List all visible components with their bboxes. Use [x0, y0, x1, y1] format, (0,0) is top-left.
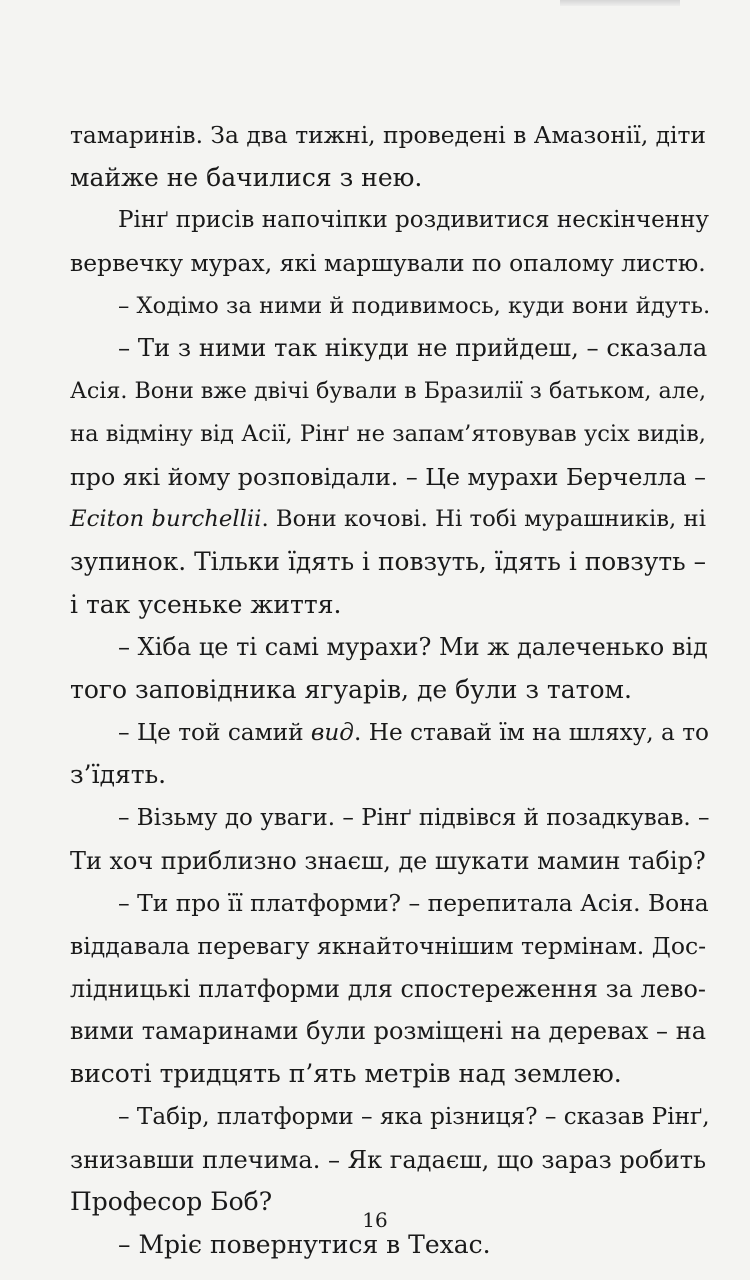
text-segment: висоті тридцять п’ять метрів над землею.	[70, 1059, 622, 1089]
page-number: 16	[362, 1208, 388, 1232]
text-segment: зупинок. Тільки їдять і повзуть, їдять і повзуть –	[70, 546, 706, 576]
text-line	[70, 157, 706, 200]
text-line	[70, 541, 706, 584]
text-segment: . Не ставай їм на шляху, а то	[354, 718, 709, 746]
text-line	[70, 925, 706, 968]
text-line	[70, 840, 706, 883]
text-segment: – Мріє повернутися в Техас.	[118, 1229, 491, 1259]
text-line	[70, 199, 709, 242]
text-segment: – Табір, платформи – яка різниця? – сказав Рінґ,	[118, 1103, 710, 1130]
body-text	[70, 114, 711, 1267]
scan-edge-mark	[560, 0, 680, 6]
text-segment: – Ти про її платформи? – перепитала Асія. Вона	[118, 889, 709, 918]
text-segment: на відміну від Асії, Рінґ не запам’ятовував усіх видів,	[70, 420, 706, 447]
text-segment: того заповідника ягуарів, де були з татом.	[70, 674, 632, 704]
text-segment: – Ходімо за ними й подивимось, куди вони йдуть.	[118, 292, 711, 319]
text-segment: лідницькі платформи для спостереження за лево-	[70, 974, 706, 1003]
text-segment: тамаринів. За два тижні, проведені в Амазонії, діти	[70, 121, 706, 149]
text-line	[70, 114, 706, 157]
italic-term: Eciton burchellii	[70, 506, 262, 533]
text-line	[70, 413, 706, 456]
text-segment: – Хіба це ті самі мурахи? Ми ж далеченько від	[118, 633, 708, 662]
text-line	[70, 968, 706, 1011]
text-segment: – Візьму до уваги. – Рінґ підвівся й позадкував. –	[118, 805, 710, 831]
text-segment: вервечку мурах, які маршували по опалому листю.	[70, 249, 706, 278]
text-line	[70, 1053, 706, 1096]
text-segment: . Вони кочові. Ні тобі мурашників, ні	[261, 506, 706, 533]
text-segment: Ти хоч приблизно знаєш, де шукати мамин табір?	[70, 846, 706, 875]
text-segment: – Ти з ними так нікуди не прийдеш, – сказала	[118, 333, 708, 363]
text-line	[70, 1010, 706, 1053]
text-segment: майже не бачилися з нею.	[70, 162, 423, 192]
text-segment: Асія. Вони вже двічі бували в Бразилії з батьком, але,	[70, 378, 707, 405]
text-line	[70, 797, 710, 840]
text-line	[70, 712, 709, 755]
text-line	[70, 626, 706, 669]
text-segment: віддавала перевагу якнайточнішим термінам. Дос-	[70, 932, 707, 961]
text-segment: вими тамаринами були розміщені на деревах – на	[70, 1017, 706, 1046]
text-segment: знизавши плечима. – Як гадаєш, що зараз робить	[70, 1145, 707, 1174]
text-line	[70, 1139, 706, 1182]
text-line	[70, 584, 706, 627]
text-segment: – Це той самий	[118, 718, 311, 746]
text-line	[70, 456, 706, 499]
text-segment: Професор Боб?	[70, 1187, 273, 1217]
text-segment: Рінґ присів напочіпки роздивитися нескінченну	[118, 207, 709, 234]
text-line	[70, 285, 711, 328]
text-line	[70, 669, 706, 712]
text-line	[70, 498, 706, 541]
text-segment: з’їдять.	[70, 760, 167, 790]
text-line	[70, 754, 706, 797]
italic-term: вид	[310, 718, 354, 746]
text-segment: про які йому розповідали. – Це мурахи Берчелла –	[70, 462, 707, 491]
text-line	[70, 242, 706, 285]
text-line	[70, 1096, 710, 1139]
text-line	[70, 370, 706, 413]
text-line	[70, 327, 706, 370]
text-line	[70, 882, 709, 925]
text-segment: і так усеньке життя.	[70, 589, 342, 619]
